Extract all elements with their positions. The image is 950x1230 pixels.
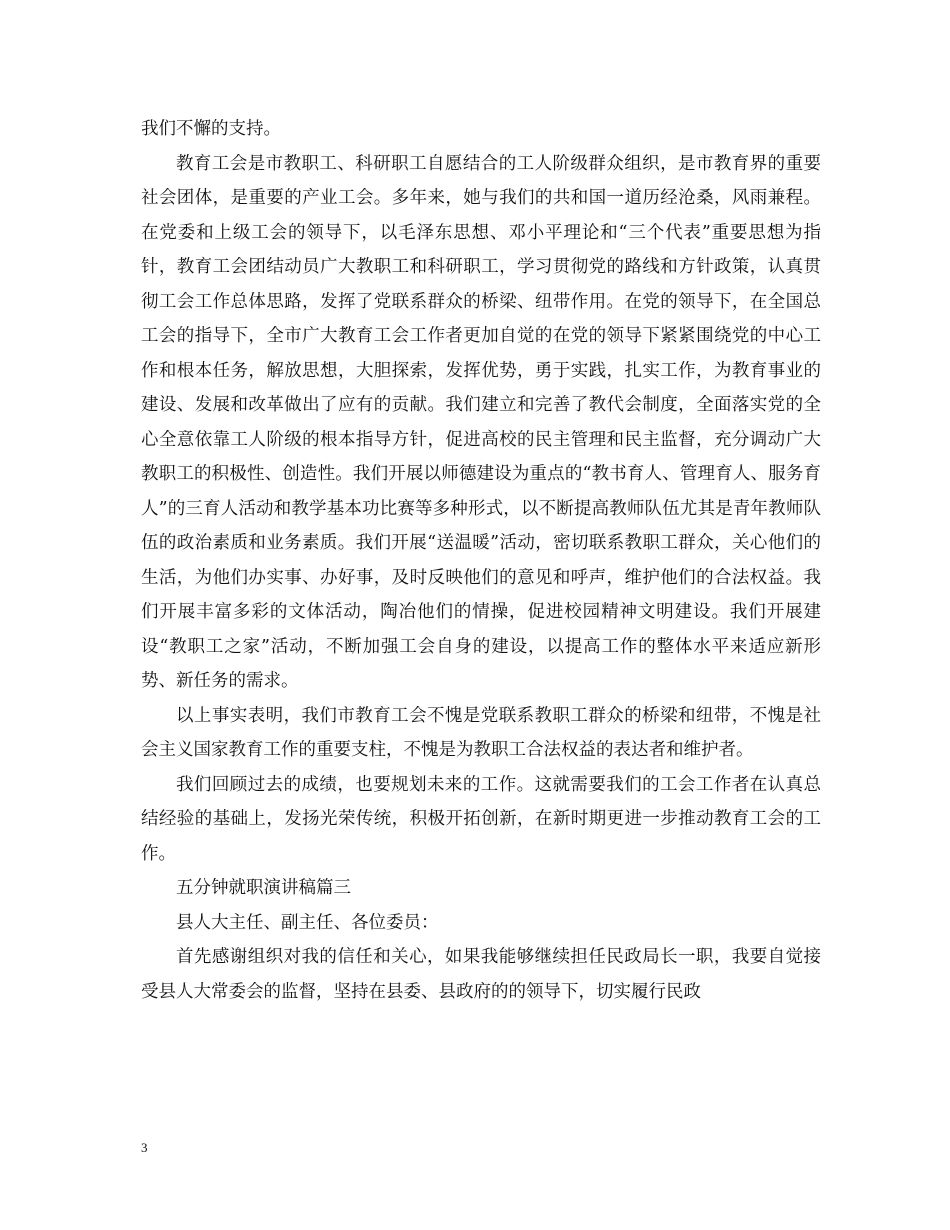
paragraph-review-plan: 我们回顾过去的成绩，也要规划未来的工作。这就需要我们的工会工作者在认真总结经验的基础上，发扬光荣传统，积极开拓创新，在新时期更进一步推动教育工会的工作。	[141, 774, 821, 864]
paragraph-continuation: 我们不懈的支持。	[141, 119, 281, 139]
section-heading: 五分钟就职演讲稿篇三	[176, 878, 351, 898]
salutation: 县人大主任、副主任、各位委员：	[176, 912, 439, 933]
paragraph-facts-show: 以上事实表明，我们市教育工会不愧是党联系教职工群众的桥梁和纽带，不愧是社会主义国家教育工作的重要支柱，不愧是为教职工合法权益的表达者和维护者。	[141, 705, 821, 760]
paragraph-thanks: 首先感谢组织对我的信任和关心，如果我能够继续担任民政局长一职，我要自觉接受县人大常委会的监督，坚持在县委、县政府的的领导下，切实履行民政	[141, 947, 821, 1002]
document-body	[141, 112, 821, 1009]
page-number: 3	[141, 1140, 148, 1155]
paragraph-education-union: 教育工会是市教职工、科研职工自愿结合的工人阶级群众组织，是市教育界的重要社会团体，是重要的产业工会。多年来，她与我们的共和国一道历经沧桑，风雨兼程。在党委和上级工会的领导下，以毛泽东思想、邓小平理论和“三个代表”重要思想为指针，教育工会团结动员广大教职工和科研职工，学习贯彻党的路线和方针政策，认真贯彻工会工作总体思路，发挥了党联系群众的桥梁、纽带作用。在党的领导下，在全国总工会的指导下，全市广大教育工会工作者更加自觉的在党的领导下紧紧围绕党的中心工作和根本任务，解放思想，大胆探索，发挥优势，勇于实践，扎实工作，为教育事业的建设、发展和改革做出了应有的贡献。我们建立和完善了教代会制度，全面落实党的全心全意依靠工人阶级的根本指导方针，促进高校的民主管理和民主监督，充分调动广大教职工的积极性、创造性。我们开展以师德建设为重点的“教书育人、管理育人、服务育人”的三育人活动和教学基本功比赛等多种形式，以不断提高教师队伍尤其是青年教师队伍的政治素质和业务素质。我们开展“送温暖”活动，密切联系教职工群众，关心他们的生活，为他们办实事、办好事，及时反映他们的意见和呼声，维护他们的合法权益。我们开展丰富多彩的文体活动，陶冶他们的情操，促进校园精神文明建设。我们开展建设“教职工之家”活动，不断加强工会自身的建设，以提高工作的整体水平来适应新形势、新任务的需求。	[141, 153, 821, 691]
